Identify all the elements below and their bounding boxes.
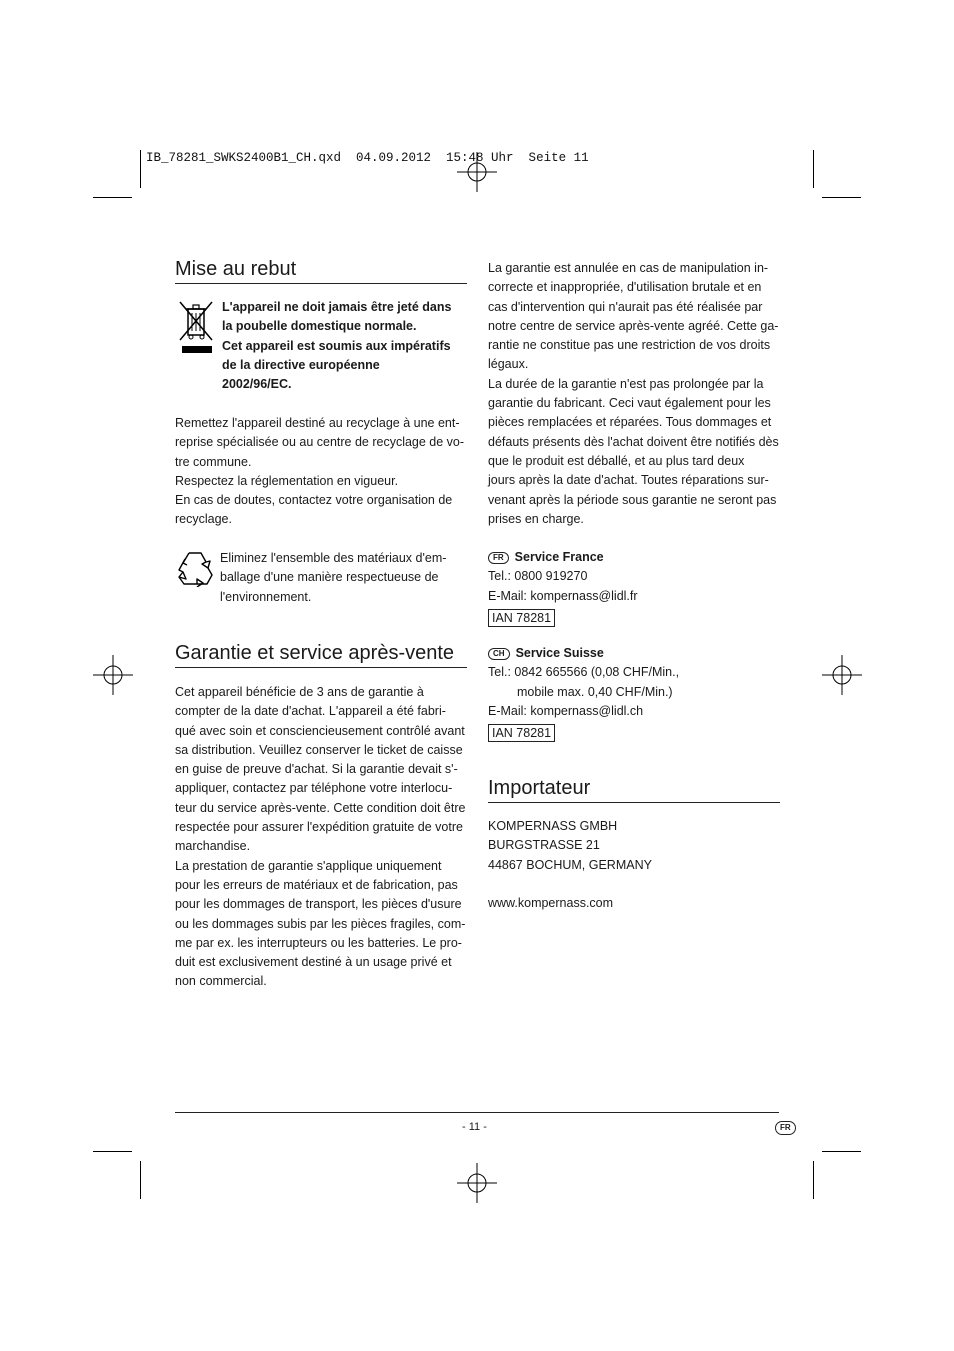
page-number: - 11 -: [462, 1121, 487, 1133]
text-line: reprise spécialisée ou au centre de recyclage de vo-: [175, 435, 465, 450]
warranty-continued: [488, 259, 780, 529]
service-suisse: [488, 644, 780, 743]
text-line: Respectez la réglementation en vigueur.: [175, 473, 399, 488]
crossed-bin-icon: [178, 300, 214, 354]
warranty-paragraph: [175, 683, 467, 992]
disposal-warning: [222, 298, 472, 394]
text-line: non commercial.: [175, 974, 267, 989]
heading-warranty: Garantie et service après-vente: [175, 640, 467, 668]
text-line: compter de la date d'achat. L'appareil a été fabri-: [175, 704, 446, 719]
warning-line: L'appareil ne doit jamais être jeté dans: [222, 300, 452, 314]
crop-mark: [813, 1161, 814, 1199]
text-line: duit est exclusivement destiné à un usage privé et: [175, 955, 452, 970]
warning-line: la poubelle domestique normale.: [222, 319, 417, 334]
text-line: pour les dommages de transport, les pièces d'usure: [175, 897, 462, 912]
text-line: qué avec soin et consciencieusement contrôlé avant: [175, 723, 465, 738]
packaging-note: [220, 549, 470, 607]
text-line: La garantie est annulée en cas de manipulation in-: [488, 261, 769, 275]
service-suisse-tel: Tel.: 0842 665566 (0,08 CHF/Min.,: [488, 665, 680, 680]
warning-line: Cet appareil est soumis aux impératifs: [222, 338, 451, 353]
text-line: recyclage.: [175, 512, 232, 527]
heading-disposal: Mise au rebut: [175, 256, 467, 284]
text-line: garantie du fabricant. Ceci vaut également pour les: [488, 396, 771, 411]
recycling-icon: [175, 549, 215, 587]
country-badge-fr: FR: [488, 552, 509, 564]
crop-mark: [93, 1151, 132, 1152]
crop-mark: [140, 1161, 141, 1199]
text-line: En cas de doutes, contactez votre organisation de: [175, 493, 453, 508]
text-line: que le produit est déballé, et au plus tard deux: [488, 453, 745, 468]
text-line: jours après la date d'achat. Toutes réparations sur-: [488, 473, 769, 488]
text-line: rantie ne constitue pas une restriction de vos droits: [488, 338, 771, 353]
left-column: [175, 256, 467, 284]
text-line: sa distribution. Veuillez conserver le ticket de caisse: [175, 742, 463, 757]
text-line: notre centre de service après-vente agréé. Cette ga-: [488, 318, 779, 333]
registration-mark-icon: [822, 655, 862, 695]
language-badge: FR: [775, 1121, 796, 1135]
text-line: ballage d'une manière respectueuse de: [220, 570, 439, 585]
text-line: pièces remplacées et réparées. Tous dommages et: [488, 415, 772, 430]
address-line: KOMPERNASS GMBH: [488, 819, 618, 833]
warning-line: 2002/96/EC.: [222, 377, 292, 392]
print-slug: IB_78281_SWKS2400B1_CH.qxd 04.09.2012 15:48 Uhr Seite 11: [146, 151, 589, 165]
registration-mark-icon: [457, 1163, 497, 1203]
importer-section: [488, 775, 780, 803]
text-line: Eliminez l'ensemble des matériaux d'em-: [220, 551, 447, 565]
country-badge-ch: CH: [488, 648, 510, 660]
text-line: correcte et inappropriée, d'utilisation brutale et en: [488, 280, 762, 295]
crop-mark: [813, 150, 814, 188]
service-suisse-title: Service Suisse: [515, 646, 604, 660]
text-line: teur du service après-vente. Cette condition doit être: [175, 800, 466, 815]
registration-mark-icon: [93, 655, 133, 695]
text-line: légaux.: [488, 357, 529, 372]
text-line: me par ex. les interrupteurs ou les batteries. Le pro-: [175, 935, 462, 950]
heading-importer: Importateur: [488, 775, 780, 803]
text-line: en guise de preuve d'achat. Si la garantie devait s'-: [175, 762, 458, 777]
text-line: cas d'intervention qui n'aurait pas été réalisée par: [488, 299, 763, 314]
service-france: [488, 548, 780, 628]
ian-box: IAN 78281: [488, 609, 555, 627]
text-line: Remettez l'appareil destiné au recyclage à une ent-: [175, 416, 460, 430]
text-line: La prestation de garantie s'applique uniquement: [175, 858, 442, 873]
service-suisse-tel-mobile: mobile max. 0,40 CHF/Min.): [517, 684, 673, 699]
warranty-section: [175, 640, 467, 668]
text-line: venant après la période sous garantie ne seront pas: [488, 492, 777, 507]
importer-address: [488, 817, 780, 913]
text-line: défauts présents dès l'achat doivent être notifiés dès: [488, 434, 779, 449]
crop-mark: [93, 197, 132, 198]
text-line: tre commune.: [175, 454, 252, 469]
text-line: l'environnement.: [220, 589, 312, 604]
text-line: prises en charge.: [488, 511, 584, 526]
crop-mark: [822, 197, 861, 198]
service-france-tel: Tel.: 0800 919270: [488, 569, 588, 584]
text-line: marchandise.: [175, 839, 251, 854]
address-line: BURGSTRASSE 21: [488, 838, 600, 853]
crop-mark: [140, 150, 141, 188]
warning-line: de la directive européenne: [222, 357, 380, 372]
text-line: appliquer, contactez par téléphone votre interlocu-: [175, 781, 453, 796]
service-france-title: Service France: [514, 550, 604, 564]
footer-rule: [175, 1112, 779, 1113]
registration-mark-icon: [457, 152, 497, 192]
text-line: Cet appareil bénéficie de 3 ans de garantie à: [175, 685, 424, 699]
website-link[interactable]: www.kompernass.com: [488, 895, 614, 910]
recycling-paragraph: [175, 414, 467, 530]
text-line: ou les dommages subis par les pièces fragiles, com-: [175, 916, 466, 931]
address-line: 44867 BOCHUM, GERMANY: [488, 857, 652, 872]
service-suisse-email: E-Mail: kompernass@lidl.ch: [488, 703, 644, 718]
text-line: La durée de la garantie n'est pas prolongée par la: [488, 376, 764, 391]
service-france-email: E-Mail: kompernass@lidl.fr: [488, 588, 638, 603]
text-line: respectée pour assurer l'expédition gratuite de votre: [175, 820, 463, 835]
crop-mark: [822, 1151, 861, 1152]
ian-box: IAN 78281: [488, 724, 555, 742]
text-line: pour les erreurs de matériaux et de fabrication, pas: [175, 877, 458, 892]
